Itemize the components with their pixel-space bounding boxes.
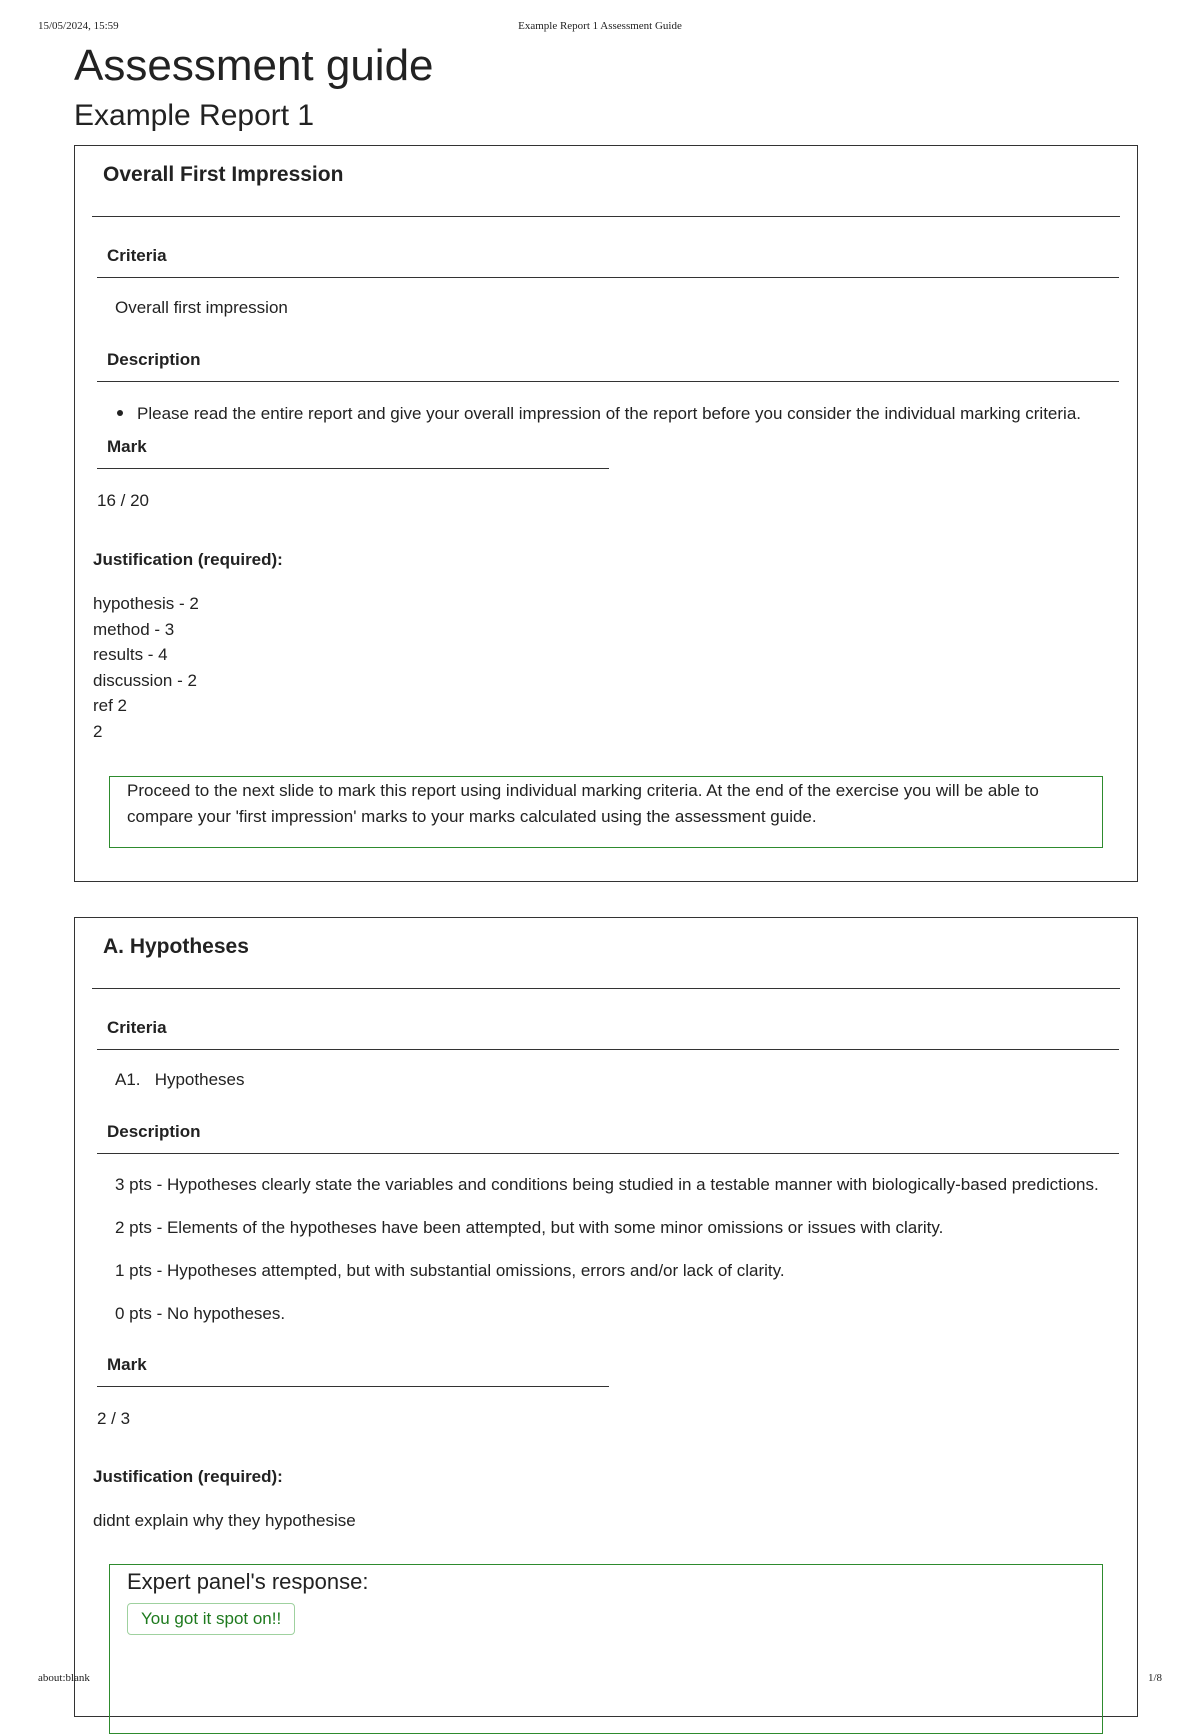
justification-line: method - 3 (93, 619, 175, 639)
justification-label: Justification (required): (93, 1467, 283, 1486)
justification-line: ref 2 (93, 696, 128, 716)
description-label: Description (107, 350, 201, 369)
justification-line: 2 (93, 721, 103, 741)
criteria-label: Criteria (107, 246, 167, 265)
info-callout-text: Proceed to the next slide to mark this report using individual marking criteria. At the end of the exercise you will be able to compare your 'first impression' marks to your marks calculated using the assessment guide. (127, 781, 1039, 826)
rubric-level-3: 3 pts - Hypotheses clearly state the variables and conditions being studied in a testable manner with biologically-based predictions. (115, 1175, 1099, 1194)
print-doc-title: Example Report 1 Assessment Guide (518, 20, 682, 32)
bullet-icon (117, 410, 123, 416)
section-overall-first-impression (74, 145, 1138, 882)
criteria-number: A1. (115, 1070, 141, 1089)
page-title: Assessment guide (74, 41, 434, 90)
criteria-text: Overall first impression (115, 298, 288, 317)
mark-label: Mark (107, 1355, 147, 1374)
print-footer (38, 1672, 1162, 1688)
description-divider (97, 381, 1119, 382)
info-callout (109, 776, 1103, 848)
rubric-level-2: 2 pts - Elements of the hypotheses have been attempted, but with some minor omissions or issues with clarity. (115, 1218, 944, 1237)
mark-value: 16 / 20 (97, 491, 149, 510)
criteria-text (115, 1069, 244, 1091)
section-title-divider (92, 216, 1120, 217)
print-datetime: 15/05/2024, 15:59 (38, 20, 119, 32)
criteria-divider (97, 277, 1119, 278)
justification-line: discussion - 2 (93, 670, 197, 690)
mark-divider (97, 1386, 609, 1387)
justification-label: Justification (required): (93, 550, 283, 569)
description-bullet (117, 403, 1081, 425)
description-label: Description (107, 1122, 201, 1141)
mark-label: Mark (107, 437, 147, 456)
criteria-label: Criteria (107, 1018, 167, 1037)
expert-panel-heading: Expert panel's response: (127, 1569, 369, 1594)
criteria-divider (97, 1049, 1119, 1050)
rubric-level-1: 1 pts - Hypotheses attempted, but with substantial omissions, errors and/or lack of clarity. (115, 1261, 785, 1280)
criteria-name: Hypotheses (154, 1070, 245, 1089)
expert-panel-response (109, 1564, 1103, 1734)
mark-value: 2 / 3 (97, 1409, 131, 1428)
justification-line: hypothesis - 2 (93, 594, 199, 613)
expert-panel-badge: You got it spot on!! (127, 1603, 295, 1635)
justification-text (93, 591, 199, 745)
description-divider (97, 1153, 1119, 1154)
section-hypotheses (74, 917, 1138, 1717)
mark-divider (97, 468, 609, 469)
section-title-divider (92, 988, 1120, 989)
justification-line: results - 4 (93, 645, 168, 665)
page-subtitle: Example Report 1 (74, 99, 315, 132)
print-page-number: 1/8 (1147, 1672, 1162, 1684)
print-header (38, 20, 1162, 36)
section-title: Overall First Impression (103, 163, 344, 186)
description-bullet-text: Please read the entire report and give your overall impression of the report before you consider the individual marking criteria. (137, 404, 1081, 423)
section-title: A. Hypotheses (103, 935, 249, 958)
rubric-level-0: 0 pts - No hypotheses. (115, 1304, 286, 1323)
justification-text: didnt explain why they hypothesise (93, 1511, 356, 1530)
print-url: about:blank (38, 1672, 90, 1684)
